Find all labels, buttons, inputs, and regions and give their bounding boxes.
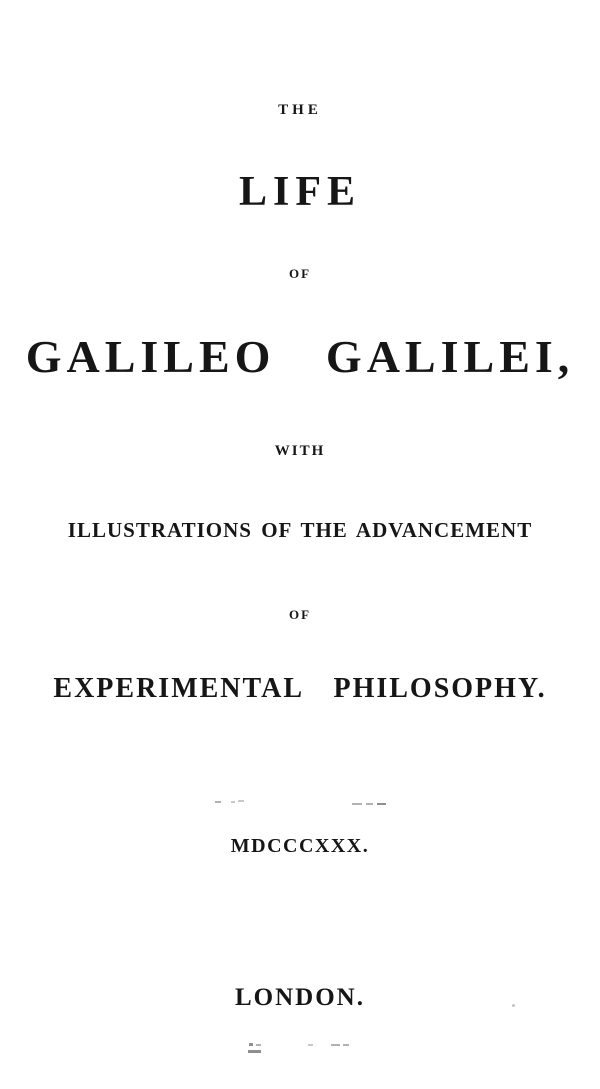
author-name-text: GALILEO GALILEI, <box>25 331 575 382</box>
scan-speck <box>512 1004 515 1007</box>
publication-year-roman: MDCCCXXX. <box>230 835 370 857</box>
imprint-city-text: LONDON. <box>235 984 365 1011</box>
book-title-text: LIFE <box>238 169 362 215</box>
subtitle-line-1: ILLUSTRATIONS OF THE ADVANCEMENT <box>67 518 533 542</box>
of-connector-1: OF <box>288 266 312 281</box>
subtitle-line-2: EXPERIMENTAL PHILOSOPHY. <box>53 673 547 704</box>
pretitle-text: THE <box>278 102 322 118</box>
with-connector: WITH <box>274 443 326 459</box>
of-connector-2: OF <box>288 607 312 622</box>
